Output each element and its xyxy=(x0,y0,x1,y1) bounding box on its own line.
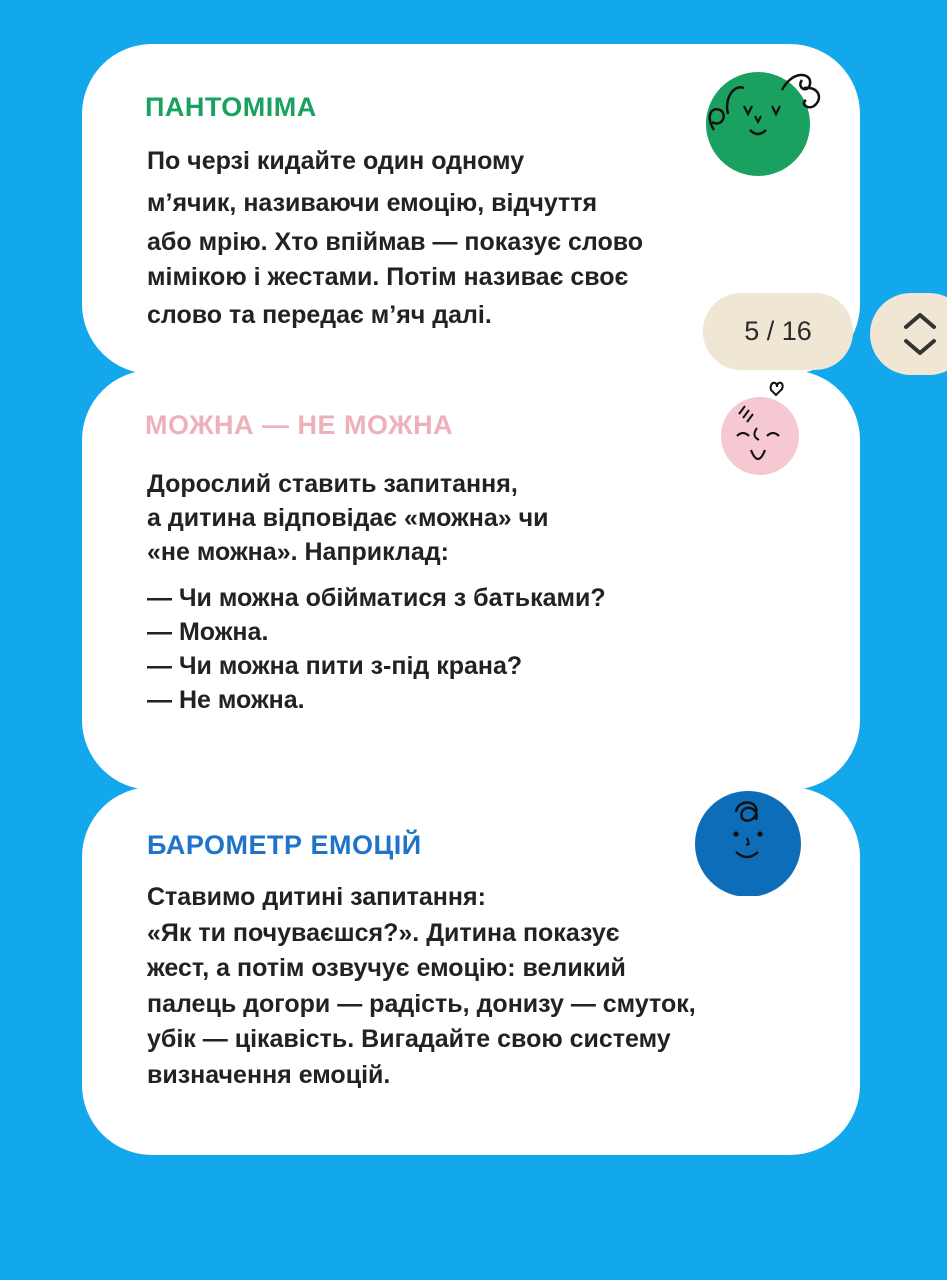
section-body-emotion-barometer xyxy=(147,880,837,1093)
text-line: жест, а потім озвучує емоцію: великий xyxy=(147,954,626,982)
text-line: м’ячик, називаючи емоцію, відчуття xyxy=(147,189,598,217)
spacer xyxy=(147,569,807,581)
text-line: «не можна». Наприклад: xyxy=(147,538,449,566)
blue-face-icon xyxy=(692,790,810,896)
section-body-can-cannot xyxy=(147,467,807,717)
text-line: По черзі кидайте один одному xyxy=(147,147,525,175)
up-down-chevron-icon xyxy=(898,305,942,363)
text-line: Ставимо дитині запитання: xyxy=(147,883,486,911)
pink-face-icon xyxy=(715,378,805,478)
section-title-emotion-barometer: БАРОМЕТР ЕМОЦІЙ xyxy=(147,830,422,860)
dialog-line: — Чи можна обійматися з батьками? xyxy=(147,584,606,612)
text-line: Дорослий ставить запитання, xyxy=(147,470,518,498)
page-indicator: 5 / 16 xyxy=(703,293,853,370)
dialog-line: — Можна. xyxy=(147,618,269,646)
dialog-line: — Чи можна пити з-під крана? xyxy=(147,652,523,680)
section-title-can-cannot: МОЖНА — НЕ МОЖНА xyxy=(145,410,454,440)
text-line: або мрію. Хто впіймав — показує слово xyxy=(147,228,644,256)
text-line: мімікою і жестами. Потім називає своє xyxy=(147,263,629,291)
text-line: а дитина відповідає «можна» чи xyxy=(147,504,549,532)
text-line: убік — цікавість. Вигадайте свою систему xyxy=(147,1025,671,1053)
text-line: слово та передає м’яч далі. xyxy=(147,301,492,329)
dialog-line: — Не можна. xyxy=(147,686,305,714)
green-face-icon xyxy=(700,58,830,178)
section-title-pantomime: ПАНТОМІМА xyxy=(145,92,317,122)
text-line: «Як ти почуваєшся?». Дитина показує xyxy=(147,918,620,947)
text-line: визначення емоцій. xyxy=(147,1060,391,1089)
text-line: палець догори — радість, донизу — смуток, xyxy=(147,989,696,1018)
page-scroll-button[interactable] xyxy=(870,293,947,375)
